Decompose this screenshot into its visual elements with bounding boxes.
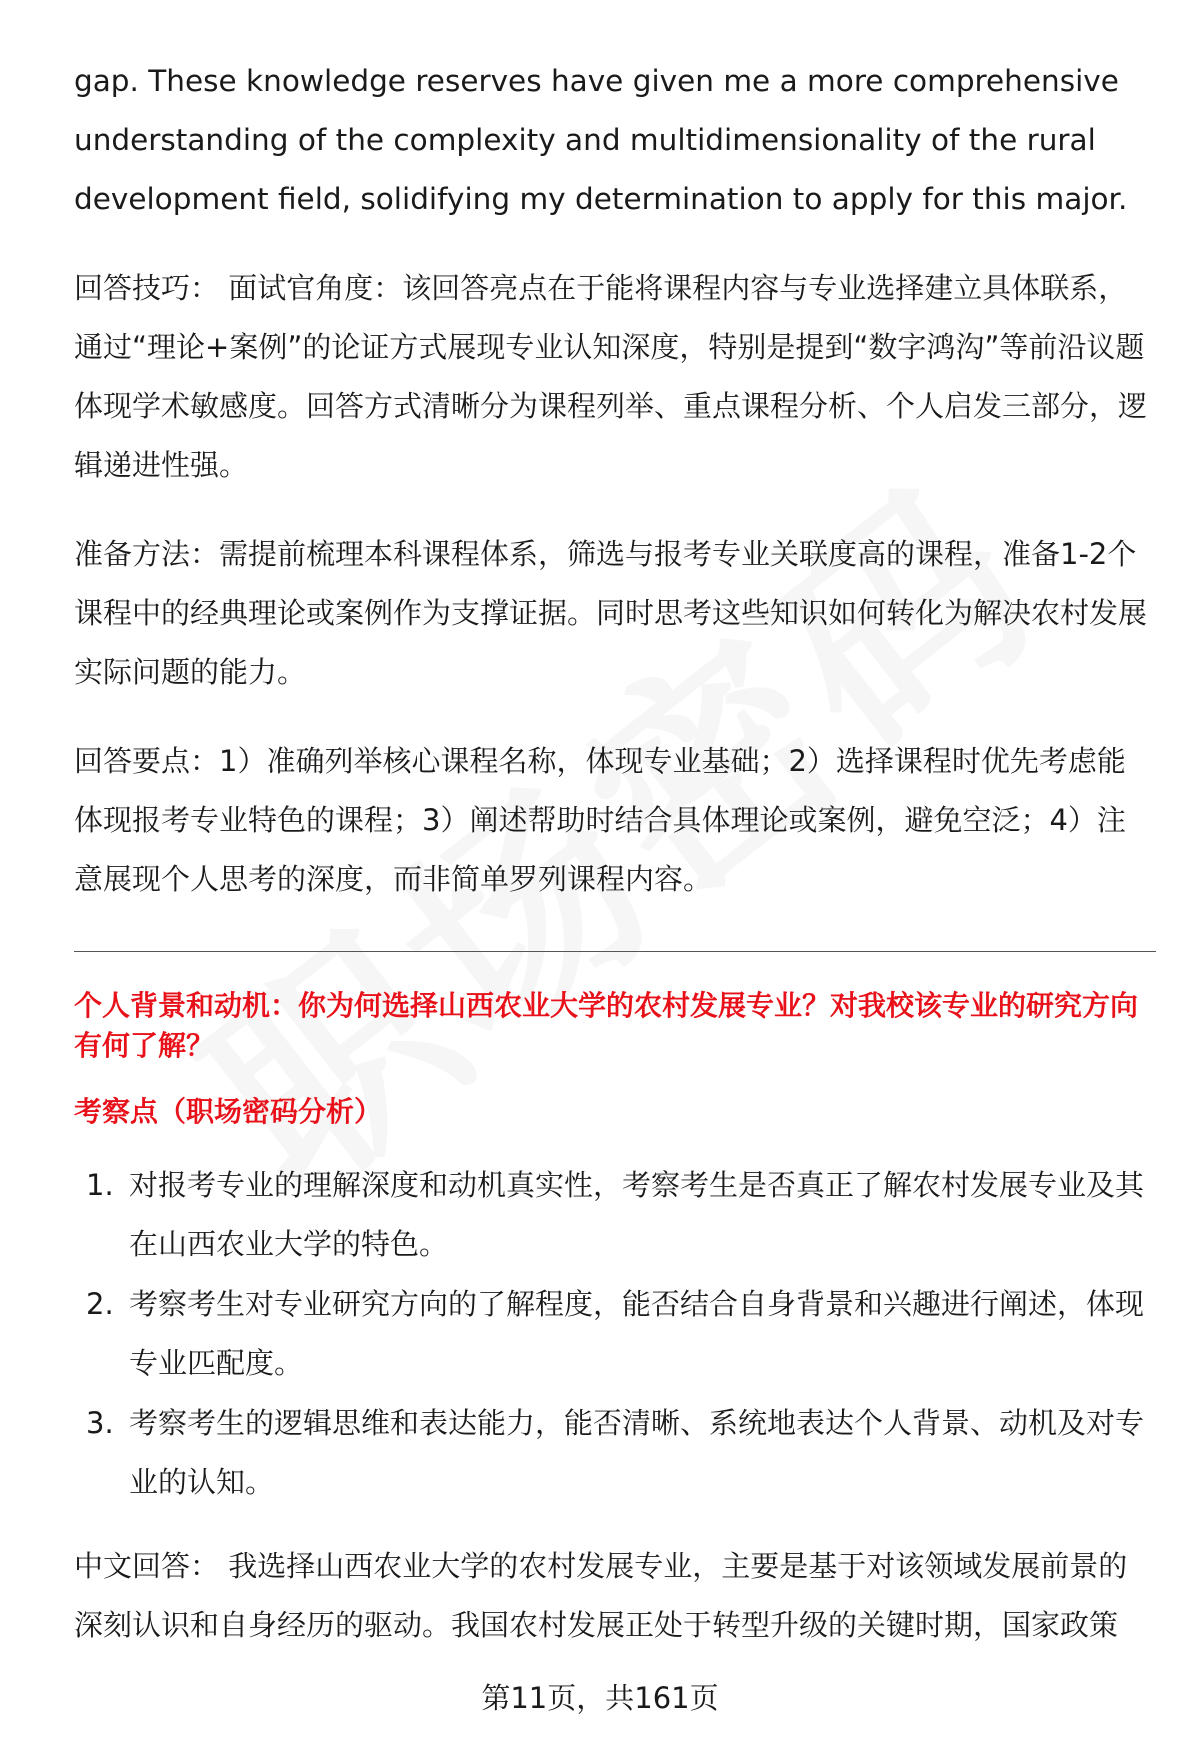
list-item-number: 2. [86, 1287, 114, 1321]
list-item [74, 1156, 1154, 1274]
list-item-text: 考察考生的逻辑思维和表达能力，能否清晰、系统地表达个人背景、动机及对专业的认知。 [129, 1406, 1145, 1499]
answer-key-points-paragraph: 回答要点：1）准确列举核心课程名称，体现专业基础；2）选择课程时优先考虑能体现报考专业特色的课程；3）阐述帮助时结合具体理论或案例，避免空泛；4）注意展现个人思考的深度，而非简单罗列课程内容。 [74, 744, 1126, 896]
answer-tips-paragraph: 回答技巧： 面试官角度：该回答亮点在于能将课程内容与专业选择建立具体联系，通过“理论+案例”的论证方式展现专业认知深度，特别是提到“数字鸿沟”等前沿议题体现学术敏感度。回答方式清晰分为课程列举、重点课程分析、个人启发三部分，逻辑递进性强。 [74, 271, 1148, 482]
list-item-number: 3. [86, 1406, 114, 1440]
preparation-method-paragraph: 准备方法：需提前梳理本科课程体系，筛选与报考专业关联度高的课程，准备1-2个课程中的经典理论或案例作为支撑证据。同时思考这些知识如何转化为解决农村发展实际问题的能力。 [74, 537, 1148, 689]
list-item-text: 对报考专业的理解深度和动机真实性，考察考生是否真正了解农村发展专业及其在山西农业大学的特色。 [129, 1168, 1145, 1261]
list-item [74, 1394, 1154, 1512]
page-number-footer: 第11页，共161页 [481, 1681, 719, 1715]
page-content [74, 52, 1154, 1655]
list-item-text: 考察考生对专业研究方向的了解程度，能否结合自身背景和兴趣进行阐述，体现专业匹配度。 [129, 1287, 1145, 1380]
question-heading: 个人背景和动机：你为何选择山西农业大学的农村发展专业？对我校该专业的研究方向有何了解？ [74, 989, 1139, 1062]
chinese-answer-paragraph: 中文回答： 我选择山西农业大学的农村发展专业，主要是基于对该领域发展前景的深刻认识和自身经历的驱动。我国农村发展正处于转型升级的关键时期，国家政策 [74, 1549, 1128, 1642]
list-item-number: 1. [86, 1168, 114, 1202]
assessment-points-heading: 考察点（职场密码分析） [74, 1095, 383, 1128]
list-item [74, 1275, 1154, 1393]
assessment-points-list [74, 1156, 1154, 1512]
intro-paragraph-en: gap. These knowledge reserves have given me a more comprehensive understanding of the complexity and multidimensionality of the rural development field, solidifying my determination to apply for this major. [74, 64, 1128, 216]
section-divider [74, 951, 1156, 952]
